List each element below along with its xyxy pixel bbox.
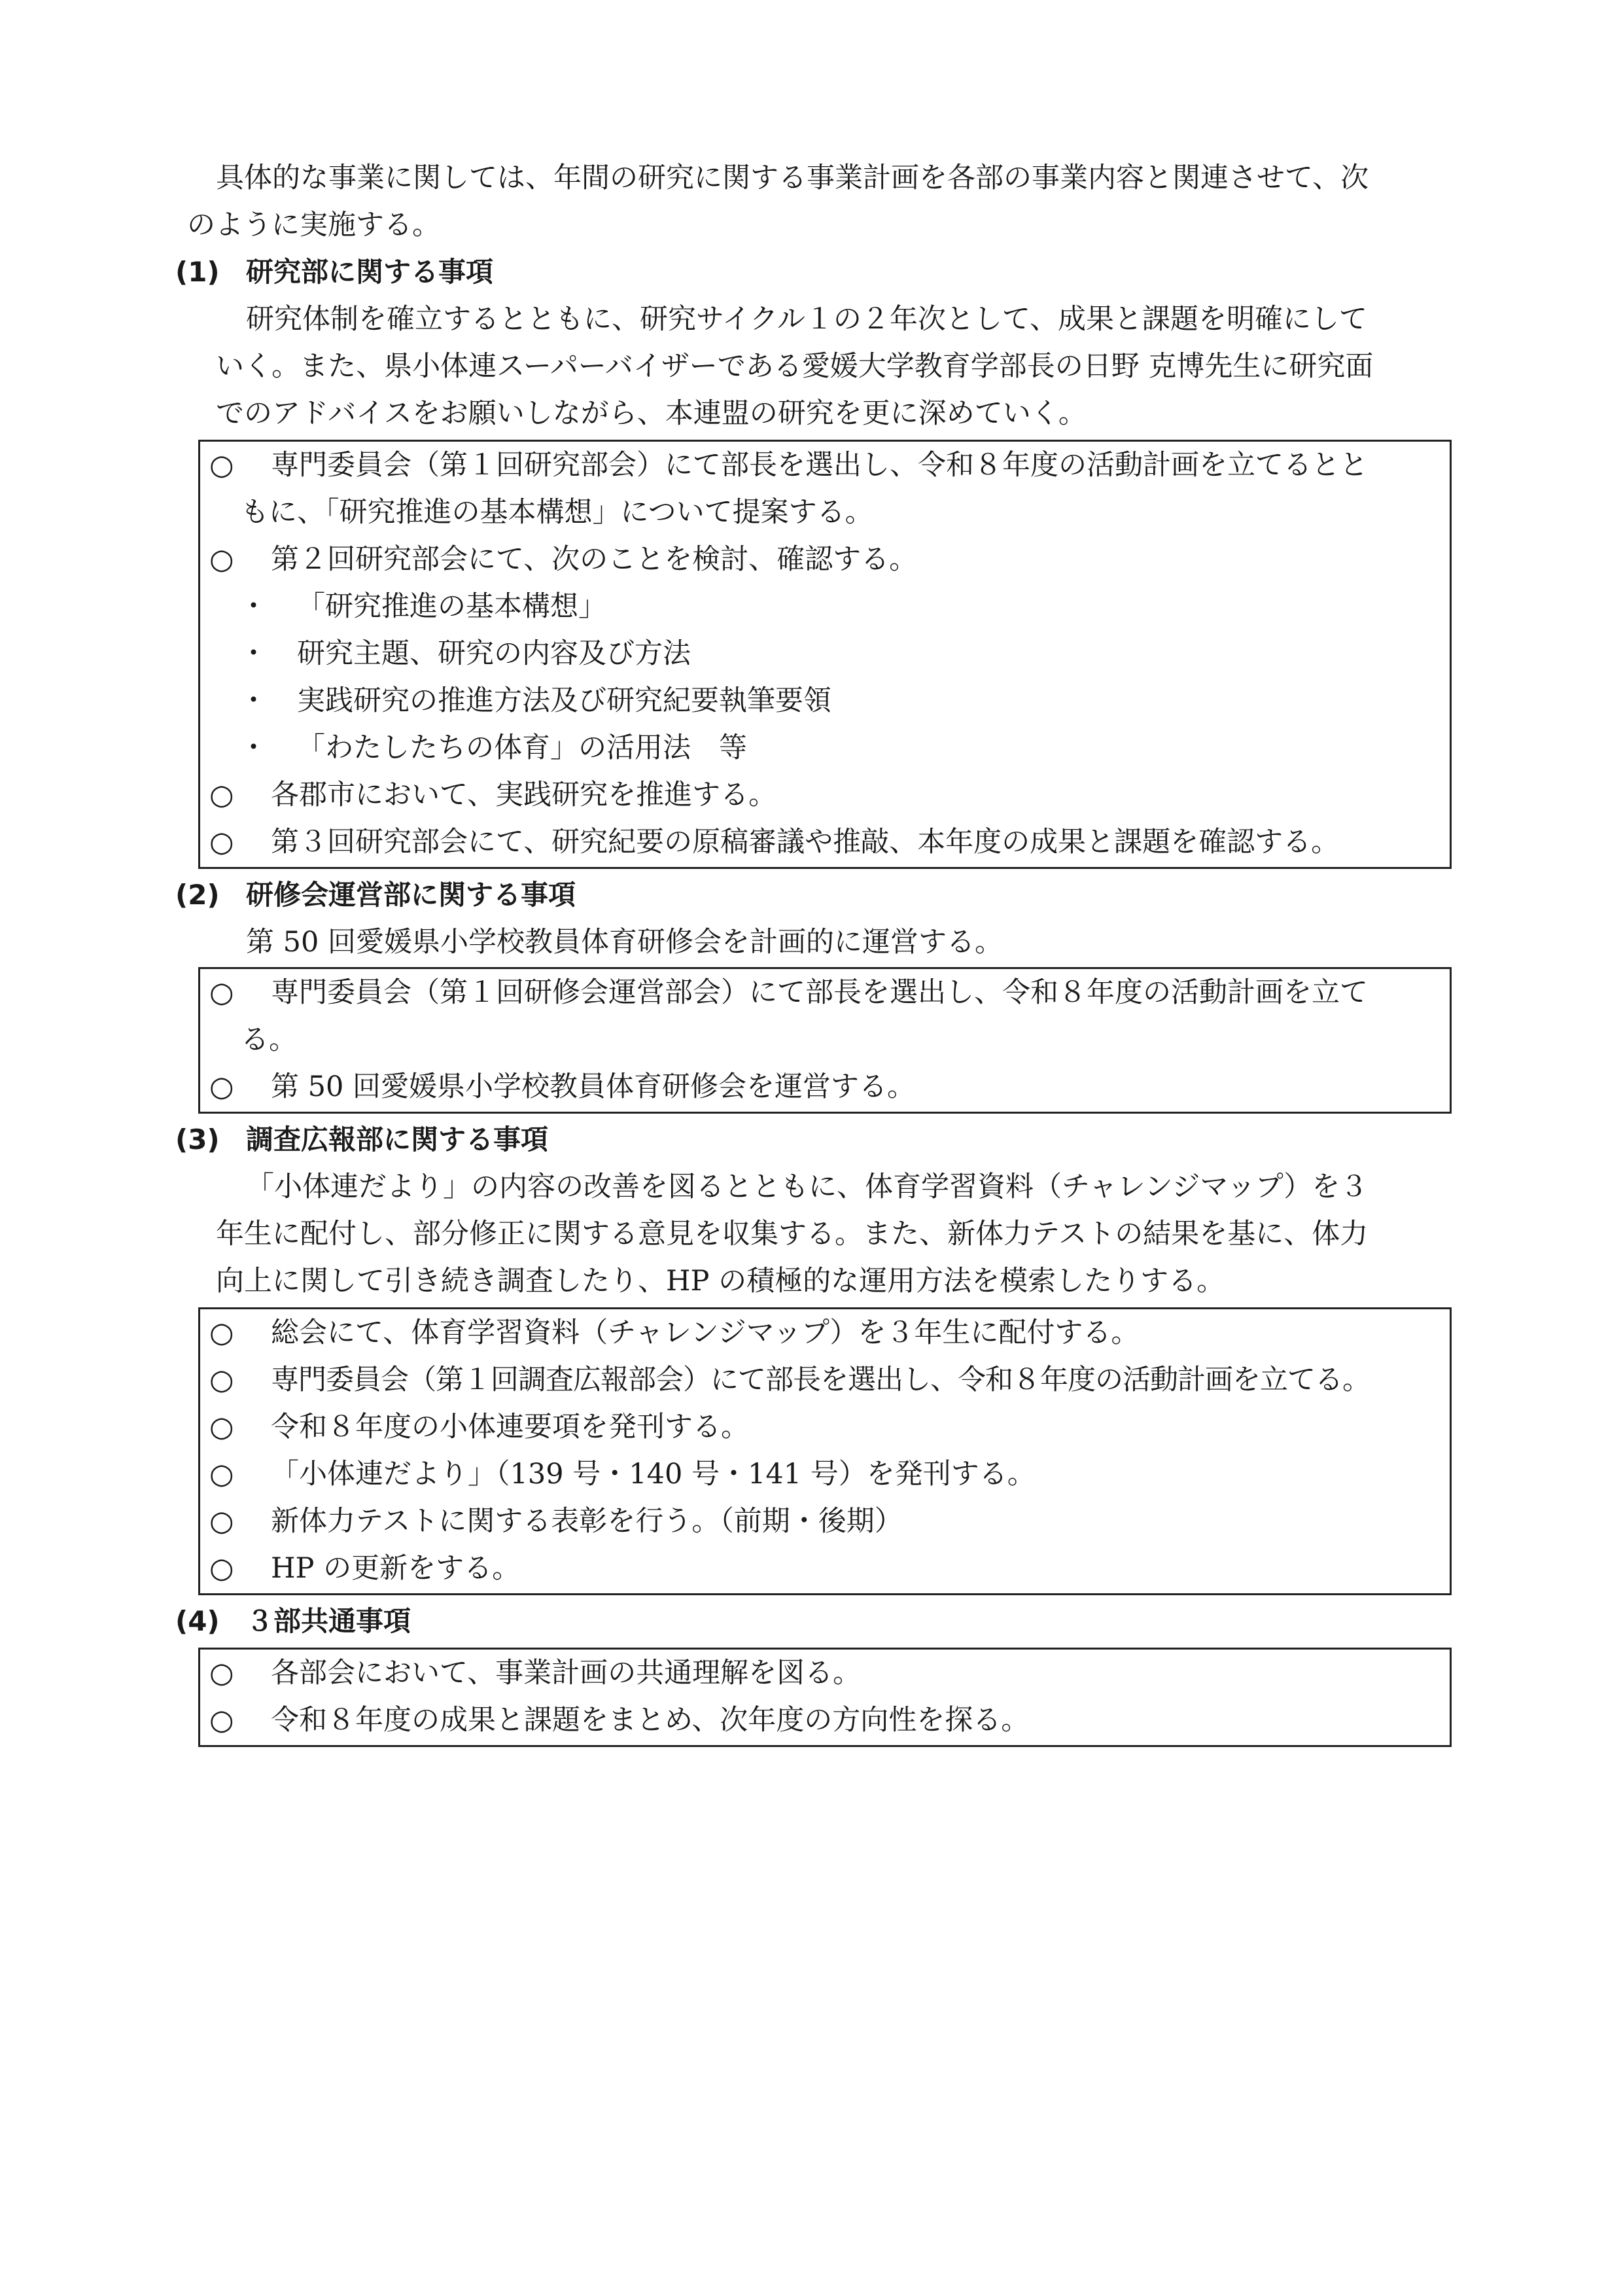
section-2-heading: 研修会運営部に関する事項 xyxy=(246,879,576,911)
dot-bullet: ・ xyxy=(239,590,268,623)
item-text: 総会にて、体育学習資料（チャレンジマップ）を３年生に配付する。 xyxy=(271,1316,1140,1349)
circle-bullet: ○ xyxy=(209,449,234,482)
section-3-lead-2: 年生に配付し、部分修正に関する意見を収集する。また、新体力テストの結果を基に、体力 xyxy=(216,1218,1369,1250)
dot-bullet: ・ xyxy=(239,732,268,764)
section-3-heading: 調査広報部に関する事項 xyxy=(246,1123,549,1156)
item-text: 専門委員会（第１回研修会運営部会）にて部長を選出し、令和８年度の活動計画を立て xyxy=(271,976,1368,1009)
section-1-lead-1: 研究体制を確立するとともに、研究サイクル１の２年次として、成果と課題を明確にして xyxy=(246,303,1367,336)
item-text: 「わたしたちの体育」の活用法 等 xyxy=(297,732,747,764)
circle-bullet: ○ xyxy=(209,1552,234,1585)
circle-bullet: ○ xyxy=(209,779,234,811)
circle-bullet: ○ xyxy=(209,1458,234,1491)
section-3-number: (3) xyxy=(175,1123,220,1156)
section-2-box xyxy=(198,967,1452,1114)
item-text: 専門委員会（第１回研究部会）にて部長を選出し、令和８年度の活動計画を立てるとと xyxy=(271,449,1368,482)
item-text: 各郡市において、実践研究を推進する。 xyxy=(271,779,777,811)
section-2-lead-1: 第 50 回愛媛県小学校教員体育研修会を計画的に運営する。 xyxy=(246,926,1003,959)
item-text: HP の更新をする。 xyxy=(271,1552,521,1585)
section-1-heading: 研究部に関する事項 xyxy=(246,256,494,288)
intro-line-2: のように実施する。 xyxy=(187,209,440,241)
dot-bullet: ・ xyxy=(239,684,268,717)
item-text: 新体力テストに関する表彰を行う。（前期・後期） xyxy=(271,1505,903,1538)
circle-bullet: ○ xyxy=(209,826,234,858)
section-3-lead-1: 「小体連だより」の内容の改善を図るとともに、体育学習資料（チャレンジマップ）を３ xyxy=(246,1171,1369,1203)
circle-bullet: ○ xyxy=(209,1657,234,1689)
circle-bullet: ○ xyxy=(209,1411,234,1443)
section-3-box xyxy=(198,1307,1452,1595)
item-text: 実践研究の推進方法及び研究紀要執筆要領 xyxy=(297,684,831,717)
circle-bullet: ○ xyxy=(209,543,234,576)
item-text: 専門委員会（第１回調査広報部会）にて部長を選出し、令和８年度の活動計画を立てる。 xyxy=(271,1364,1370,1396)
section-4-number: (4) xyxy=(175,1605,220,1637)
item-text: 「小体連だより」（139 号・140 号・141 号）を発刊する。 xyxy=(271,1458,1036,1491)
section-4-box xyxy=(198,1648,1452,1747)
circle-bullet: ○ xyxy=(209,1070,234,1103)
item-text: もに、「研究推進の基本構想」について提案する。 xyxy=(241,496,873,529)
item-text: 各部会において、事業計画の共通理解を図る。 xyxy=(271,1657,862,1689)
item-text: る。 xyxy=(241,1023,297,1056)
circle-bullet: ○ xyxy=(209,1364,234,1396)
dot-bullet: ・ xyxy=(239,637,268,670)
section-4-heading: ３部共通事項 xyxy=(246,1605,411,1637)
item-text: 第３回研究部会にて、研究紀要の原稿審議や推敲、本年度の成果と課題を確認する。 xyxy=(271,826,1340,858)
circle-bullet: ○ xyxy=(209,976,234,1009)
section-1-box xyxy=(198,440,1452,869)
circle-bullet: ○ xyxy=(209,1505,234,1538)
item-text: 令和８年度の小体連要項を発刊する。 xyxy=(271,1411,749,1443)
section-1-number: (1) xyxy=(175,256,220,288)
circle-bullet: ○ xyxy=(209,1316,234,1349)
item-text: 令和８年度の成果と課題をまとめ、次年度の方向性を探る。 xyxy=(271,1704,1030,1737)
section-1-lead-2: いく。また、県小体連スーパーバイザーである愛媛大学教育学部長の日野 克博先生に研究面 xyxy=(216,350,1374,383)
intro-line-1: 具体的な事業に関しては、年間の研究に関する事業計画を各部の事業内容と関連させて、次 xyxy=(216,162,1369,194)
item-text: 第２回研究部会にて、次のことを検討、確認する。 xyxy=(271,543,918,576)
item-text: 研究主題、研究の内容及び方法 xyxy=(297,637,691,670)
section-1-lead-3: でのアドバイスをお願いしながら、本連盟の研究を更に深めていく。 xyxy=(216,397,1087,430)
section-2-number: (2) xyxy=(175,879,220,911)
item-text: 第 50 回愛媛県小学校教員体育研修会を運営する。 xyxy=(271,1070,916,1103)
item-text: 「研究推進の基本構想」 xyxy=(297,590,606,623)
section-3-lead-3: 向上に関して引き続き調査したり、HP の積極的な運用方法を模索したりする。 xyxy=(216,1265,1225,1298)
circle-bullet: ○ xyxy=(209,1704,234,1737)
